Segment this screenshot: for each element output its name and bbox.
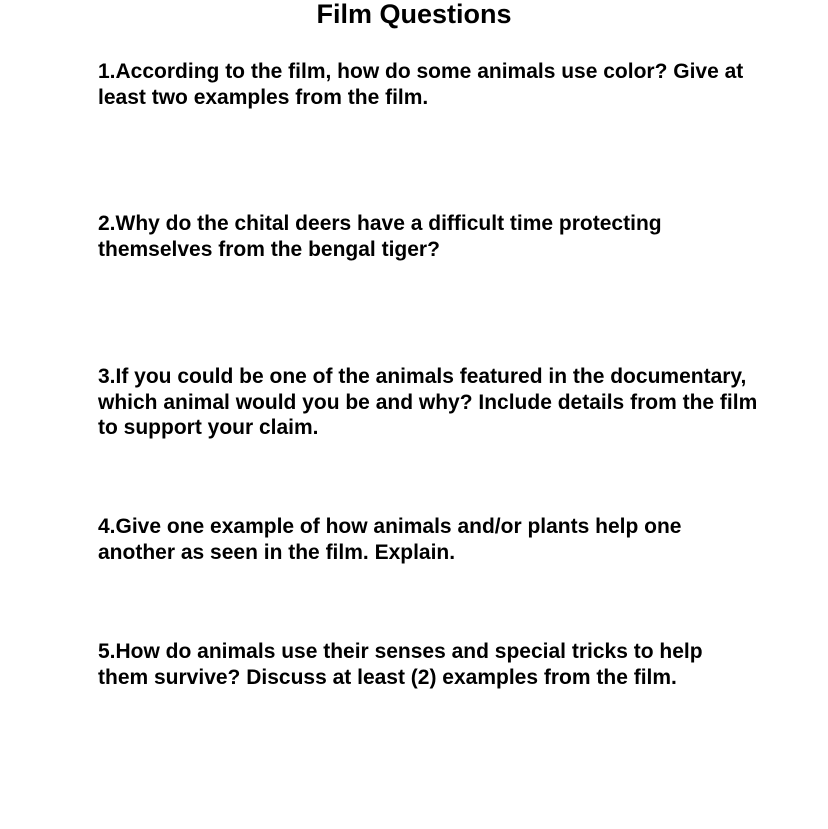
page-title: Film Questions <box>316 0 512 29</box>
question-4: 4.Give one example of how animals and/or plants help one another as seen in the film. Explain. <box>98 515 682 564</box>
question-3: 3.If you could be one of the animals featured in the documentary, which animal would you be and why? Include details from the film to support your claim. <box>98 365 758 439</box>
question-2: 2.Why do the chital deers have a difficult time protecting themselves from the bengal tiger? <box>98 212 662 261</box>
question-1: 1.According to the film, how do some animals use color? Give at least two examples from the film. <box>98 60 744 109</box>
question-5: 5.How do animals use their senses and special tricks to help them survive? Discuss at least (2) examples from the film. <box>98 640 703 689</box>
